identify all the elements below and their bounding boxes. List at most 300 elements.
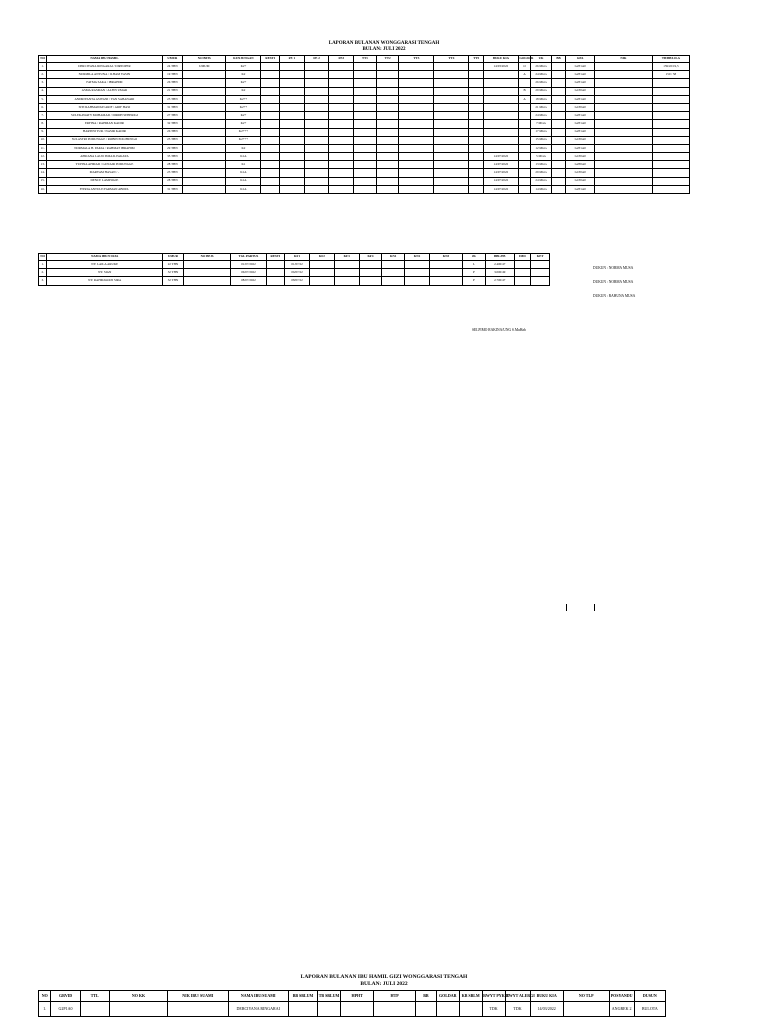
table-cell: ERFINA / RAHMAN KADIR xyxy=(47,120,162,128)
table-cell: 19 THN xyxy=(162,71,183,79)
table-cell xyxy=(279,112,304,120)
table-cell: 13. xyxy=(39,161,47,169)
column-header: TGL PARTUS xyxy=(231,254,266,261)
table-cell xyxy=(514,269,531,277)
table-row xyxy=(39,63,690,71)
table-cell xyxy=(518,169,530,177)
column-header: KF4 xyxy=(359,254,382,261)
table-cell: NY. SIAN xyxy=(47,269,163,277)
table-cell xyxy=(279,120,304,128)
signature-note: SELPIMO RAKINA/UNG S.MuHab xyxy=(472,328,526,332)
table-cell: 24 THN xyxy=(162,63,183,71)
table-cell xyxy=(551,169,565,177)
table-cell xyxy=(183,79,226,87)
table-cell: K2+ xyxy=(226,112,261,120)
table-cell: G1P0A0 xyxy=(566,103,595,111)
table-cell xyxy=(261,63,280,71)
table-cell xyxy=(261,185,280,193)
table-cell: G2P0A0 xyxy=(566,161,595,169)
column-header: KF2 xyxy=(309,254,334,261)
table-cell xyxy=(279,79,304,87)
column-header: BB xyxy=(415,991,436,1002)
table-cell: BULOTA xyxy=(634,1002,665,1017)
table-cell xyxy=(595,185,653,193)
table-cell xyxy=(595,161,653,169)
table-cell xyxy=(329,112,354,120)
table-cell xyxy=(652,169,689,177)
table-cell xyxy=(399,144,434,152)
table-cell xyxy=(399,185,434,193)
table-cell: 3. xyxy=(39,277,47,285)
table-cell: 1. xyxy=(39,1002,51,1017)
table-cell: 17 MGG xyxy=(531,128,552,136)
column-header: NO TLP xyxy=(563,991,609,1002)
table-cell xyxy=(304,120,329,128)
stray-mark xyxy=(566,604,567,611)
column-header: TT2 xyxy=(376,56,399,63)
column-header: NO BPJS xyxy=(183,254,231,261)
table-cell: 14/07/2022 xyxy=(483,161,518,169)
table-cell xyxy=(354,169,377,177)
report-subtitle: BULAN: JULI 2022 xyxy=(362,47,406,52)
table-cell xyxy=(652,87,689,95)
table-cell: ANDRIYANTA ASIYANI / YAN SABANARI xyxy=(47,95,162,103)
table-cell: 24 MGG xyxy=(531,71,552,79)
table-cell xyxy=(354,136,377,144)
table-cell xyxy=(109,1002,167,1017)
table-cell: 24 MGG xyxy=(531,177,552,185)
table-row xyxy=(39,269,550,277)
table-cell xyxy=(183,185,226,193)
table-cell: K2 xyxy=(226,87,261,95)
table-cell: G1P0A0 xyxy=(566,169,595,177)
table-cell xyxy=(304,63,329,71)
table-cell xyxy=(304,161,329,169)
table-cell: 14/03/2022 xyxy=(483,63,518,71)
table-cell xyxy=(340,1002,373,1017)
table-cell xyxy=(376,120,399,128)
table-cell xyxy=(518,79,530,87)
table-cell: 15 MGG xyxy=(531,136,552,144)
table-cell xyxy=(279,63,304,71)
table-cell xyxy=(531,277,550,285)
table-cell xyxy=(551,185,565,193)
column-header: KET xyxy=(531,254,550,261)
table-cell xyxy=(266,277,285,285)
table-cell xyxy=(304,103,329,111)
table-cell xyxy=(279,177,304,185)
table-cell: 21 MGG xyxy=(531,103,552,111)
table-cell xyxy=(652,112,689,120)
table-cell: 06/07/22 xyxy=(285,269,310,277)
column-header: BB SBLUM xyxy=(288,991,317,1002)
table-cell xyxy=(551,144,565,152)
table-cell: G1P0A0 xyxy=(566,136,595,144)
table-cell: 28 THN xyxy=(162,161,183,169)
table-cell xyxy=(183,87,226,95)
table-cell xyxy=(261,136,280,144)
table-cell xyxy=(304,153,329,161)
table-cell: 29 MGG xyxy=(531,169,552,177)
table-cell xyxy=(434,87,469,95)
table-cell xyxy=(551,87,565,95)
table-cell: G1P0A0 xyxy=(566,177,595,185)
table-cell: 2. xyxy=(39,71,47,79)
table-cell xyxy=(518,185,530,193)
table-cell: 08/07/2022 xyxy=(231,277,266,285)
table-cell: 16. xyxy=(39,185,47,193)
table-cell: 27 THN xyxy=(162,112,183,120)
table-cell xyxy=(304,185,329,193)
column-header: RESTI xyxy=(266,254,285,261)
table-cell xyxy=(518,120,530,128)
table-cell xyxy=(483,103,518,111)
column-header: GOLDAR xyxy=(518,56,530,63)
table-cell: DERCIYANA RINGARAI / DIRTOPER xyxy=(47,63,162,71)
column-header: NIK xyxy=(595,56,653,63)
table-cell: 26 MGG xyxy=(531,63,552,71)
table-cell xyxy=(434,79,469,87)
table-cell xyxy=(399,95,434,103)
table-cell xyxy=(551,177,565,185)
gizi-report-title: LAPORAN BULANAN IBU HAMIL GIZI WONGGARASI TENGAH xyxy=(300,974,468,980)
table-cell: 14 MGG xyxy=(531,185,552,193)
table-cell xyxy=(329,87,354,95)
table-cell xyxy=(354,128,377,136)
column-header: HTP xyxy=(374,991,416,1002)
column-header: RESTI xyxy=(261,56,280,63)
table-cell xyxy=(399,87,434,95)
table-cell xyxy=(531,261,550,269)
table-cell: G2P1A0 xyxy=(566,63,595,71)
table-cell xyxy=(399,136,434,144)
table-cell: 14/07/2022 xyxy=(483,153,518,161)
table-cell xyxy=(376,185,399,193)
table-cell: UMUM xyxy=(183,63,226,71)
table-row xyxy=(39,277,550,285)
table-cell: K2+++ xyxy=(226,136,261,144)
table-cell: MARYAM HASAN / - xyxy=(47,169,162,177)
table-cell xyxy=(483,71,518,79)
column-header: KUNJUNGAN xyxy=(226,56,261,63)
table-cell: G2P1A0 xyxy=(566,144,595,152)
gizi-report-subtitle: BULAN: JULI 2022 xyxy=(360,981,408,987)
table-cell: 14. xyxy=(39,169,47,177)
table-cell xyxy=(518,103,530,111)
table-cell xyxy=(399,63,434,71)
table-cell xyxy=(595,136,653,144)
table-cell: K2+ xyxy=(226,79,261,87)
table-cell: 32 THN xyxy=(163,269,184,277)
table-cell xyxy=(304,95,329,103)
table-cell: 4. xyxy=(39,87,47,95)
table-cell xyxy=(329,120,354,128)
table-cell xyxy=(483,79,518,87)
column-header: TTL xyxy=(80,991,109,1002)
table-cell xyxy=(183,120,226,128)
table-cell: SITI RAHMAWATI ARIF / ARIF HASI xyxy=(47,103,162,111)
table-cell: 6. xyxy=(39,103,47,111)
table-cell xyxy=(405,277,430,285)
table-cell: FATMA SAKA / IBRAHIM xyxy=(47,79,162,87)
table-cell: 5 MGG xyxy=(531,153,552,161)
table-cell: 14/07/2022 xyxy=(483,169,518,177)
table-cell: 2.400/47 xyxy=(485,261,514,269)
table-cell xyxy=(429,269,462,277)
table-cell xyxy=(288,1002,317,1017)
table-cell xyxy=(436,1002,459,1017)
table-cell xyxy=(261,103,280,111)
table-cell xyxy=(595,177,653,185)
table-cell xyxy=(279,103,304,111)
table-cell xyxy=(434,95,469,103)
table-cell xyxy=(309,277,334,285)
table-cell xyxy=(652,161,689,169)
table-row xyxy=(39,1002,666,1017)
table-cell xyxy=(261,87,280,95)
column-header: TT5 xyxy=(469,56,483,63)
table-cell xyxy=(354,177,377,185)
table-cell: 25 THN xyxy=(162,95,183,103)
table-cell: K2 xyxy=(226,71,261,79)
table-cell xyxy=(459,1002,482,1017)
column-header: NO BPJS xyxy=(183,56,226,63)
table-cell xyxy=(382,269,405,277)
column-header: KN3 xyxy=(429,254,462,261)
table-cell xyxy=(266,269,285,277)
column-header: KF1 xyxy=(285,254,310,261)
table-cell: K2+ xyxy=(226,120,261,128)
table-cell xyxy=(399,112,434,120)
table-cell xyxy=(469,144,483,152)
table-cell xyxy=(329,177,354,185)
table-cell xyxy=(183,136,226,144)
table-cell xyxy=(183,161,226,169)
table-cell: P xyxy=(462,269,485,277)
table-cell xyxy=(514,277,531,285)
table-cell: O xyxy=(518,63,530,71)
table-cell xyxy=(382,261,405,269)
table-cell: 26 THN xyxy=(162,79,183,87)
table-cell xyxy=(261,112,280,120)
table-cell: TDK xyxy=(482,1002,505,1017)
table-cell xyxy=(354,112,377,120)
table-cell xyxy=(563,1002,609,1017)
table-cell xyxy=(469,63,483,71)
table-cell xyxy=(183,261,231,269)
column-header: RWYT ALERGI xyxy=(505,991,530,1002)
table-cell: 24 MGG xyxy=(531,112,552,120)
table-cell xyxy=(469,153,483,161)
table-cell: DENCE LAMPOGIE xyxy=(47,177,162,185)
table-cell xyxy=(261,161,280,169)
table-cell: K1 xyxy=(226,161,261,169)
table-cell xyxy=(469,120,483,128)
column-header: NAMA IBU HAMIL xyxy=(47,56,162,63)
column-header: RWYT PYKIT xyxy=(482,991,505,1002)
table-cell xyxy=(304,128,329,136)
table-cell xyxy=(279,87,304,95)
table-cell xyxy=(279,71,304,79)
table-row xyxy=(39,161,690,169)
table-cell xyxy=(266,261,285,269)
table-cell: 15. xyxy=(39,177,47,185)
table-cell: 3.000/49 xyxy=(485,269,514,277)
column-header: BBL/PB xyxy=(485,254,514,261)
table-cell xyxy=(652,153,689,161)
table-row xyxy=(39,87,690,95)
table-cell xyxy=(434,161,469,169)
table-cell xyxy=(483,136,518,144)
table-cell xyxy=(183,153,226,161)
table-cell: FITRIA ANTULE/FARMAN ABDUL xyxy=(47,185,162,193)
table-cell: K1A xyxy=(226,153,261,161)
table-cell xyxy=(469,136,483,144)
table-cell xyxy=(376,161,399,169)
table-cell xyxy=(469,79,483,87)
table-cell xyxy=(518,161,530,169)
table-row xyxy=(39,136,690,144)
table-cell xyxy=(183,277,231,285)
table-cell xyxy=(376,95,399,103)
table-cell: 21 THN xyxy=(162,87,183,95)
table-cell xyxy=(329,153,354,161)
table-cell: 1. xyxy=(39,261,47,269)
table-cell: 3. xyxy=(39,79,47,87)
table-cell: B xyxy=(518,87,530,95)
table-cell xyxy=(652,95,689,103)
column-header: POSYANDU xyxy=(609,991,634,1002)
table-cell: 5. xyxy=(39,95,47,103)
table-cell xyxy=(376,112,399,120)
table-cell: G2P1A0 xyxy=(566,71,595,79)
column-header: KN2 xyxy=(405,254,430,261)
table-cell: 35 THN xyxy=(162,153,183,161)
table-cell xyxy=(376,153,399,161)
table-cell: 7. xyxy=(39,112,47,120)
column-header: NAMA IBU/SUAMI xyxy=(228,991,288,1002)
table-cell xyxy=(329,95,354,103)
table-cell xyxy=(551,79,565,87)
table-cell xyxy=(376,144,399,152)
table-row xyxy=(39,153,690,161)
column-header: KF3 xyxy=(334,254,359,261)
table-cell: 2.700/47 xyxy=(485,277,514,285)
table-cell xyxy=(399,153,434,161)
column-header: JK xyxy=(462,254,485,261)
table-cell xyxy=(551,103,565,111)
column-header: GOLDAR xyxy=(436,991,459,1002)
column-header: FE3 xyxy=(329,56,354,63)
table-cell: 29 THN xyxy=(162,144,183,152)
column-header: NO xyxy=(39,254,47,261)
table-cell: 7 MGG xyxy=(531,120,552,128)
table-cell xyxy=(469,161,483,169)
table-cell xyxy=(551,120,565,128)
table-cell: G2P1A0 xyxy=(566,79,595,87)
column-header: BB xyxy=(551,56,565,63)
table-row xyxy=(39,128,690,136)
column-header: NO KK xyxy=(109,991,167,1002)
column-header: NIK IBU/ SUAMI xyxy=(168,991,228,1002)
table-cell xyxy=(595,103,653,111)
table-cell xyxy=(183,103,226,111)
table-cell: SULEKAWATY MOHAMAD / DIRDH SEHERIGI xyxy=(47,112,162,120)
table-cell xyxy=(469,87,483,95)
table-cell: 26 MGG xyxy=(531,79,552,87)
table-cell xyxy=(405,261,430,269)
table-cell: 25 THN xyxy=(162,136,183,144)
table-cell xyxy=(329,71,354,79)
table-cell xyxy=(354,153,377,161)
table-cell xyxy=(376,177,399,185)
table-cell: 31 THN xyxy=(162,185,183,193)
table-cell: SULASTRI PODUNGGE / ROBIN POLIHUNGO xyxy=(47,136,162,144)
table-cell: 1. xyxy=(39,63,47,71)
column-header: TB/BB/LILA xyxy=(652,56,689,63)
table-cell xyxy=(279,136,304,144)
table-cell: K1A xyxy=(226,177,261,185)
table-cell xyxy=(376,128,399,136)
table-cell xyxy=(595,63,653,71)
table-cell xyxy=(329,63,354,71)
table-cell: L xyxy=(462,261,485,269)
table-cell: K2+ xyxy=(226,63,261,71)
table-cell xyxy=(518,144,530,152)
column-header: GPA xyxy=(566,56,595,63)
table-cell xyxy=(354,185,377,193)
table-cell xyxy=(183,71,226,79)
table-cell xyxy=(595,95,653,103)
table-cell: G2P1A0 xyxy=(566,185,595,193)
table-cell: APRIANA LAUD ISMAIL PAKAYA xyxy=(47,153,162,161)
table-cell xyxy=(551,71,565,79)
table-cell xyxy=(304,136,329,144)
table-cell xyxy=(183,177,226,185)
table-cell xyxy=(329,79,354,87)
table-cell xyxy=(469,128,483,136)
table-cell: P xyxy=(462,277,485,285)
table-cell: 06/07/2022 xyxy=(231,269,266,277)
column-header: BUKU KIA xyxy=(483,56,518,63)
table-cell: 22 THN xyxy=(163,261,184,269)
table-cell xyxy=(354,95,377,103)
table-cell xyxy=(415,1002,436,1017)
table-cell xyxy=(483,120,518,128)
table-cell: 14/03/2022 xyxy=(530,1002,563,1017)
postpartum-table xyxy=(38,253,550,286)
table-cell xyxy=(469,112,483,120)
column-header: IMD xyxy=(514,254,531,261)
table-cell: TDK xyxy=(505,1002,530,1017)
table-cell: 12 MGG xyxy=(531,144,552,152)
table-cell: 150 / 58 xyxy=(652,71,689,79)
gizi-table xyxy=(38,990,666,1017)
table-row xyxy=(39,71,690,79)
table-cell xyxy=(652,79,689,87)
column-header: NAMA IBU/N IFAS xyxy=(47,254,163,261)
table-cell xyxy=(551,128,565,136)
table-cell xyxy=(469,177,483,185)
table-cell: 28 THN xyxy=(162,177,183,185)
table-cell xyxy=(434,120,469,128)
table-cell xyxy=(376,136,399,144)
column-header: UMUR xyxy=(163,254,184,261)
table-cell: NY. LAILA ARUKE xyxy=(47,261,163,269)
column-header: KN1 xyxy=(382,254,405,261)
table-row xyxy=(39,103,690,111)
table-cell xyxy=(261,177,280,185)
